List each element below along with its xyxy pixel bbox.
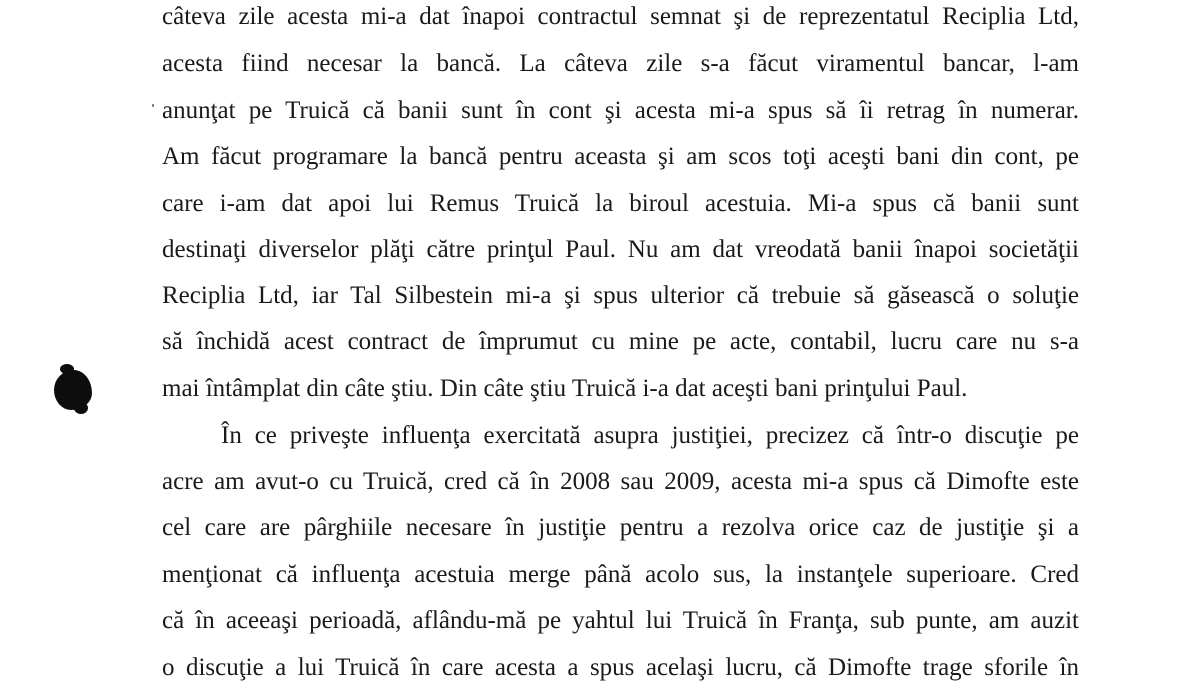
scan-speck [152,104,154,107]
text-line: să închidă acest contract de împrumut cu mine pe acte, contabil, lucru care nu s-a [162,328,1079,355]
text-line: menţionat că influenţa acestuia merge până acolo sus, la instanţele superioare. Cred [162,561,1079,588]
text-line: mai întâmplat din câte ştiu. Din câte ştiu Truică i-a dat aceşti bani prinţului Paul. [162,375,968,402]
text-line: Reciplia Ltd, iar Tal Silbestein mi-a şi spus ulterior că trebuie să găsească o soluţie [162,282,1079,309]
text-line: anunţat pe Truică că banii sunt în cont şi acesta mi-a spus să îi retrag în numerar. [162,97,1079,124]
text-line: Am făcut programare la bancă pentru aceasta şi am scos toţi aceşti bani din cont, pe [162,143,1079,170]
punch-hole-mark [54,370,92,410]
text-line: câteva zile acesta mi-a dat înapoi contractul semnat şi de reprezentatul Reciplia Ltd, [162,3,1079,30]
text-line: cel care are pârghiile necesare în justiţie pentru a rezolva orice caz de justiţie şi a [162,514,1079,541]
text-line: o discuţie a lui Truică în care acesta a spus acelaşi lucru, că Dimofte trage sforile în [162,654,1079,681]
text-line: acesta fiind necesar la bancă. La câteva zile s-a făcut viramentul bancar, l-am [162,50,1079,77]
paragraph-first-line: În ce priveşte influenţa exercitată asupra justiţiei, precizez că într-o discuţie pe [221,422,1079,449]
text-line: acre am avut-o cu Truică, cred că în 2008 sau 2009, acesta mi-a spus că Dimofte este [162,468,1079,495]
text-line: care i-am dat apoi lui Remus Truică la biroul acestuia. Mi-a spus că banii sunt [162,190,1079,217]
text-line: că în aceeaşi perioadă, aflându-mă pe yahtul lui Truică în Franţa, sub punte, am auzit [162,607,1079,634]
text-line: destinaţi diverselor plăţi către prinţul Paul. Nu am dat vreodată banii înapoi societăţii [162,236,1079,263]
